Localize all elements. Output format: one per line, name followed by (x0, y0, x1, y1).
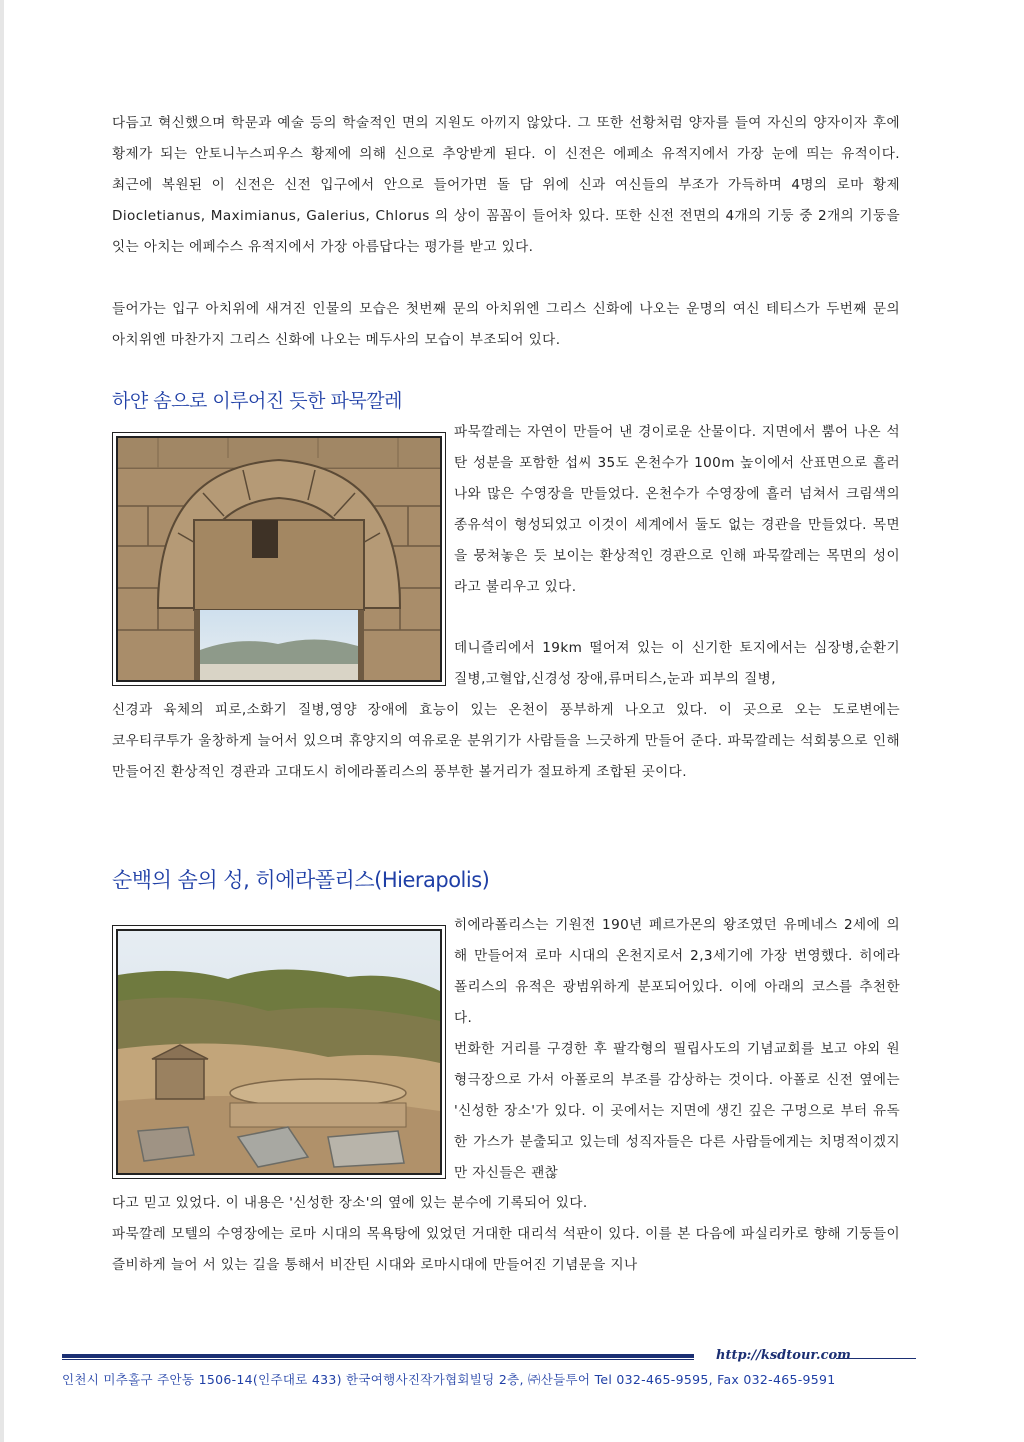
pamukkale-full-paragraph: 신경과 육체의 피로,소화기 질병,영양 장애에 효능이 있는 온천이 풍부하게 나오고 있다. 이 곳으로 오는 도로변에는 코우티쿠투가 울창하게 늘어서 있으며 휴양지의 여유로운 분위기가 사람들을 느긋하게 만들어 준다. 파묵깔레는 석회붕으로 인해 만들어진 환상적인 경관과 고대도시 히에라폴리스의 풍부한 볼거리가 절묘하게 조합된 곳이다. (112, 702, 900, 780)
section-heading-pamukkale: 하얀 솜으로 이루어진 듯한 파묵깔레 (112, 390, 402, 412)
hierapolis-side-paragraph-1: 히에라폴리스는 기원전 190년 페르가몬의 왕조였던 유메네스 2세에 의해 만들어져 로마 시대의 온천지로서 2,3세기에 가장 번영했다. 히에라 폴리스의 유적은 광범위하게 분포되어있다. 이에 아래의 코스를 추천한다. (454, 917, 900, 1026)
hierapolis-full-paragraph-2: 파묵깔레 모텔의 수영장에는 로마 시대의 목욕탕에 있었던 거대한 대리석 석판이 있다. 이를 본 다음에 파실리카로 향해 기둥들이 즐비하게 늘어 서 있는 길을 통해서 비잔틴 시대와 로마시대에 만들어진 기념문을 지나 (112, 1226, 900, 1273)
hierapolis-ruins-illustration (118, 931, 440, 1173)
stone-arch-illustration (118, 438, 440, 680)
hierapolis-side-paragraph-2: 번화한 거리를 구경한 후 팔각형의 필립사도의 기념교회를 보고 야외 원형극장으로 가서 아폴로의 부조를 감상하는 것이다. 아폴로 신전 옆에는 '신성한 장소'가 있다. 이 곳에서는 지면에 생긴 깊은 구멍으로 부터 유독한 가스가 분출되고 있는데 성직자들은 다른 사람들에게는 치명적이겠지만 자신들은 괜찮 (454, 1041, 900, 1181)
footer-address: 인천시 미추홀구 주안동 1506-14(인주대로 433) 한국여행사진작가협회빌딩 2층, ㈜산들투어 Tel 032-465-9595, Fax 032-465-9591 (62, 1372, 836, 1387)
page-edge (0, 0, 4, 1442)
section-heading-hierapolis: 순백의 솜의 성, 히에라폴리스(Hierapolis) (112, 868, 490, 892)
pamukkale-side-paragraph-2: 데니즐리에서 19km 떨어져 있는 이 신기한 토지에서는 심장병,순환기 질병,고혈압,신경성 장애,류머티스,눈과 피부의 질병, (454, 640, 900, 687)
footer-rule (62, 1354, 694, 1361)
intro-paragraph-1: 다듬고 혁신했으며 학문과 예술 등의 학술적인 면의 지원도 아끼지 않았다. 그 또한 선황처럼 양자를 들여 자신의 양자이자 후에 황제가 되는 안토니누스피우스 황제에 의해 신으로 추앙받게 된다. 이 신전은 에페소 유적지에서 가장 눈에 띄는 유적이다. 최근에 복원된 이 신전은 신전 입구에서 안으로 들어가면 돌 담 위에 신과 여신들의 부조가 가득하며 4명의 로마 황제 Diocletianus, Maximianus, Galerius, Chlorus 의 상이 꼼꼼이 들어차 있다. 또한 신전 전면의 4개의 기둥 중 2개의 기둥을 잇는 아치는 에페수스 유적지에서 가장 아름답다는 평가를 받고 있다. (112, 115, 900, 255)
photo-hierapolis-ruins (112, 925, 446, 1179)
pamukkale-side-paragraph-1: 파묵깔레는 자연이 만들어 낸 경이로운 산물이다. 지면에서 뿜어 나온 석탄 성분을 포함한 섭씨 35도 온천수가 100m 높이에서 산표면으로 흘러나와 많은 수영장을 만들었다. 온천수가 수영장에 흘러 넘쳐서 크림색의 종유석이 형성되었고 이것이 세계에서 둘도 없는 경관을 만들었다. 목면을 뭉쳐놓은 듯 보이는 환상적인 경관으로 인해 파묵깔레는 목면의 성이라고 불리우고 있다. (454, 424, 900, 595)
photo-stone-arch (112, 432, 446, 686)
footer-url-link[interactable]: http://ksdtour.com (716, 1348, 851, 1363)
hierapolis-full-paragraph-1: 다고 믿고 있었다. 이 내용은 '신성한 장소'의 옆에 있는 분수에 기록되어 있다. (112, 1195, 588, 1211)
intro-paragraph-2: 들어가는 입구 아치위에 새겨진 인물의 모습은 첫번째 문의 아치위엔 그리스 신화에 나오는 운명의 여신 테티스가 두번째 문의 아치위엔 마찬가지 그리스 신화에 나오는 메두사의 모습이 부조되어 있다. (112, 301, 900, 348)
